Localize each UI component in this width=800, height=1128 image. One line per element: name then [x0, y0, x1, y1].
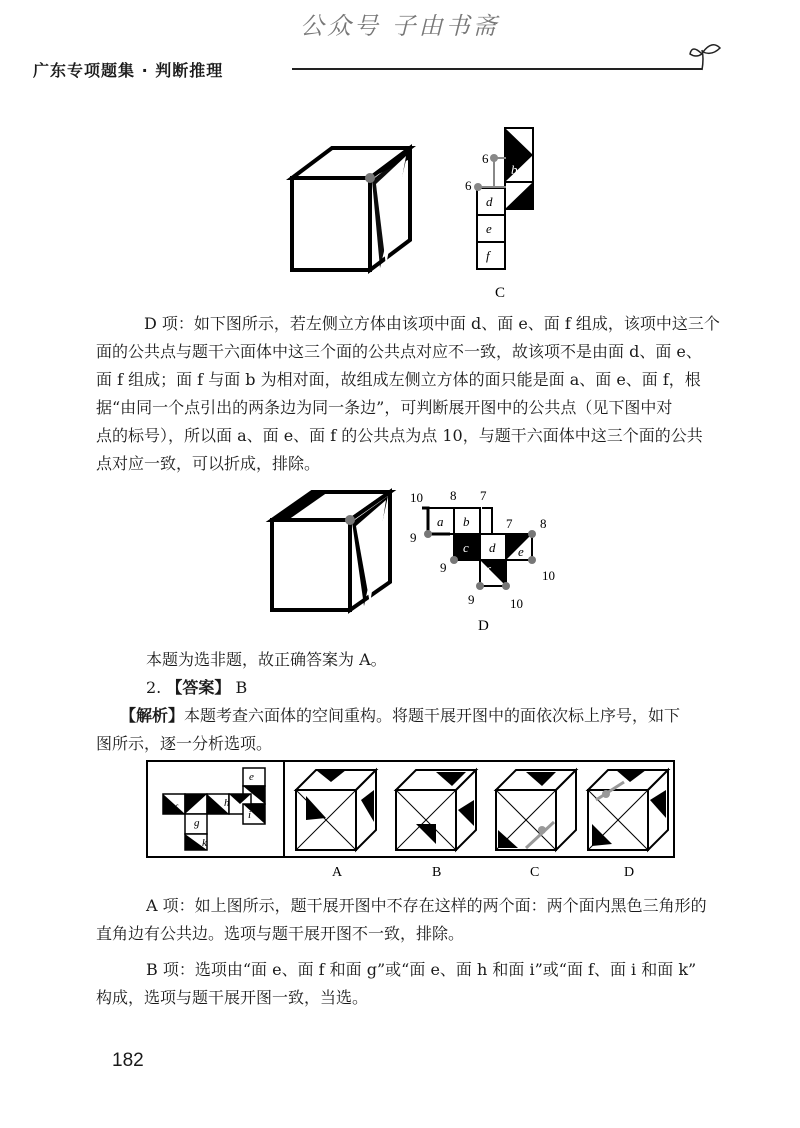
face-label: i — [248, 809, 252, 821]
face-label: e — [486, 221, 492, 236]
paragraph-option-d — [120, 310, 740, 338]
figure-c — [280, 120, 560, 300]
net-c — [465, 128, 533, 269]
question-2-analysis — [96, 702, 746, 758]
face-label: f — [486, 248, 490, 263]
face-label: g — [194, 817, 200, 829]
text-line: 点对应一致，可以折成，排除。 — [96, 454, 321, 473]
cube-c — [292, 148, 410, 270]
text-line: A 项：如上图所示，题干展开图中不存在这样的两个面：两个面内黑色三角形的 — [146, 896, 707, 915]
answer-value: B — [235, 678, 248, 697]
point-label: 10 — [410, 490, 423, 505]
text-line — [96, 702, 746, 730]
net-d — [410, 488, 555, 611]
header-rule — [292, 68, 702, 70]
answer-tag: 【答案】 — [166, 678, 231, 697]
option-b-cube — [396, 770, 476, 850]
point-label: 10 — [510, 596, 523, 611]
paragraph-option-a — [96, 892, 746, 948]
point-label: 9 — [440, 560, 447, 575]
option-label: D — [624, 865, 635, 880]
conclusion-text: 本题为选非题，故正确答案为 A。 — [146, 650, 387, 669]
watermark: 公众号 子由书斋 — [300, 12, 500, 40]
option-c-cube — [496, 770, 576, 850]
option-a-cube — [296, 770, 376, 850]
option-label: A — [332, 865, 343, 880]
cube-d — [272, 492, 390, 610]
face-label: b — [511, 162, 518, 177]
text-line: 据“由同一个点引出的两条边为同一条边”，可判断展开图中的公共点（见下图中对 — [96, 398, 673, 417]
sprout-icon — [688, 40, 724, 74]
face-label: f — [486, 564, 490, 579]
text-line: 面的公共点与题干六面体中这三个面的公共点对应不一致，故该项不是由面 d、面 e、 — [96, 342, 702, 361]
face-label: d — [486, 194, 493, 209]
figure-c-label: C — [495, 285, 506, 300]
point-label: 6 — [482, 151, 489, 166]
option-label: C — [530, 865, 540, 880]
point-label: 7 — [506, 516, 513, 531]
running-header: 广东专项题集 · 判断推理 — [33, 61, 224, 80]
text-line: 面 f 组成；面 f 与面 b 为相对面，故组成左侧立方体的面只能是面 a、面 e、面 f，根 — [96, 370, 701, 389]
text-line: D 项：如下图所示，若左侧立方体由该项中面 d、面 e、面 f 组成，该项中这三个 — [144, 314, 720, 333]
point-label: 9 — [468, 592, 475, 607]
analysis-text: 本题考查六面体的空间重构。将题干展开图中的面依次标上序号，如下 — [184, 706, 681, 725]
text-line: 直角边有公共边。选项与题干展开图不一致，排除。 — [96, 924, 465, 943]
face-label: h — [224, 797, 230, 809]
face-label: e — [518, 544, 524, 559]
question-number: 2. — [146, 678, 162, 697]
text-line: 点的标号），所以面 a、面 e、面 f 的公共点为点 10，与题干六面体中这三个面的公共 — [96, 426, 703, 445]
question-2-answer — [146, 674, 766, 702]
point-label: 10 — [542, 568, 555, 583]
face-label: f — [174, 803, 178, 815]
option-label: B — [432, 865, 442, 880]
face-label: c — [463, 540, 469, 555]
paragraph-option-d-cont — [96, 338, 746, 478]
point-label: 8 — [540, 516, 547, 531]
text-line: 构成，选项与题干展开图一致，当选。 — [96, 988, 369, 1007]
analysis-tag: 【解析】 — [120, 706, 185, 725]
point-label: 6 — [465, 178, 472, 193]
face-label: a — [437, 514, 444, 529]
text-line: B 项：选项由“面 e、面 f 和面 g”或“面 e、面 h 和面 i”或“面 f、面 i 和面 k” — [146, 960, 697, 979]
figure-d-label: D — [478, 618, 489, 634]
figure-options — [146, 760, 676, 882]
face-label: d — [489, 540, 496, 555]
text-line: 图所示，逐一分析选项。 — [96, 734, 273, 753]
face-label: e — [249, 771, 254, 783]
face-label: c — [509, 188, 515, 203]
paragraph-option-b — [96, 956, 746, 1012]
point-label: 8 — [450, 488, 457, 503]
figure-d — [260, 480, 580, 640]
face-label: k — [202, 837, 207, 849]
face-label: b — [463, 514, 470, 529]
face-label: a — [523, 134, 530, 149]
page-number: 182 — [112, 1050, 144, 1071]
point-label: 7 — [480, 488, 487, 503]
point-label: 9 — [410, 530, 417, 545]
option-d-cube — [588, 770, 668, 850]
